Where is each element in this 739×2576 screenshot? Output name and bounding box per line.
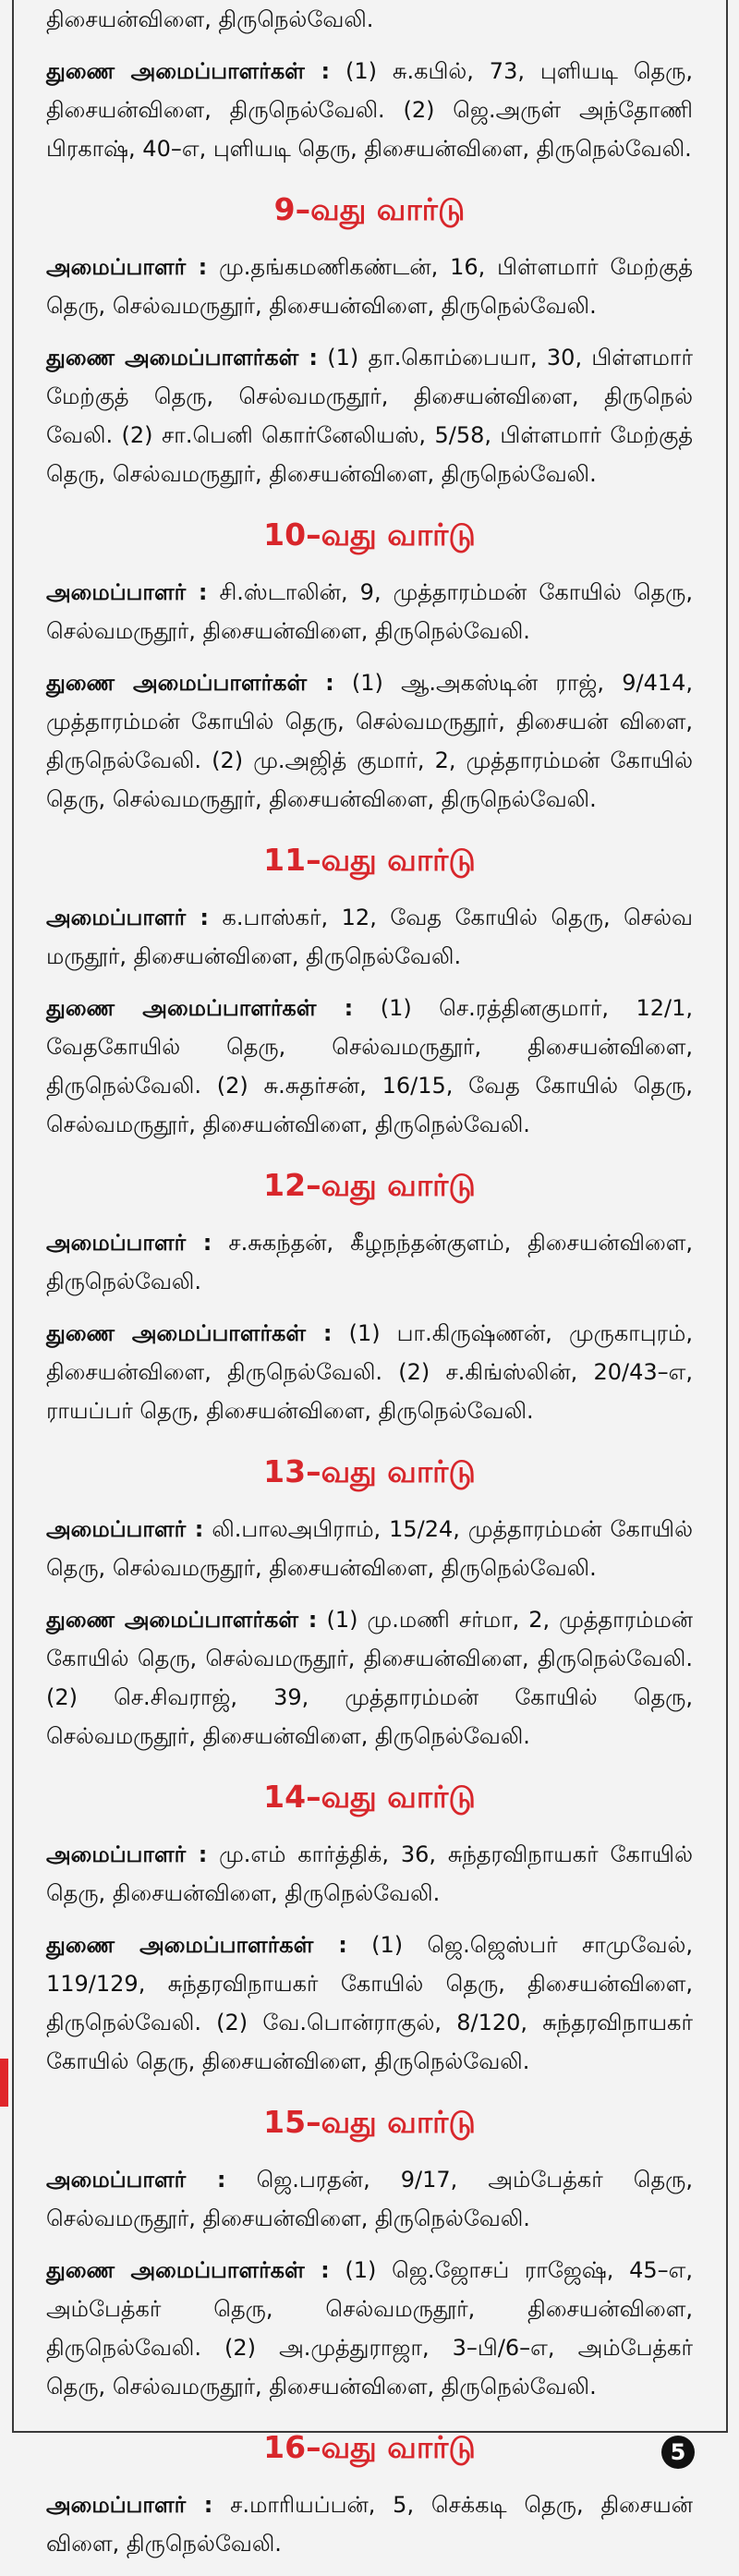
assistants-paragraph xyxy=(46,663,693,819)
assistants-label: துணை அமைப்பாளர்கள் : xyxy=(46,2257,330,2283)
organizer-paragraph xyxy=(46,573,693,650)
organizer-paragraph xyxy=(46,898,693,976)
assistants-label: துணை அமைப்பாளர்கள் : xyxy=(46,1607,318,1633)
assistants-label: துணை அமைப்பாளர்கள் : xyxy=(46,1932,347,1958)
organizer-label: அமைப்பாளர் : xyxy=(46,2492,213,2518)
ward-heading: 16–வது வார்டு xyxy=(263,2429,476,2465)
assistants-label: துணை அமைப்பாளர்கள் : xyxy=(46,345,318,371)
page-border-right xyxy=(726,0,728,2432)
assistants-paragraph xyxy=(46,1314,693,1430)
organizer-text: ச.மாரியப்பன், 5, செக்கடி தெரு, திசையன் விளை, திருநெல்வேலி. xyxy=(46,2492,693,2557)
assistants-text: (1) செ.ரத்தினகுமார், 12/1, வேதகோயில் தெரு, செல்வமருதூர், திசையன்விளை, திருநெல்வேலி. (2) சு.சுதர்சன், 16/15, வேத கோயில் தெரு, செல்வமருதூர், திசையன்விளை, திருநெல்வேலி. xyxy=(46,995,693,1137)
ward-heading: 10–வது வார்டு xyxy=(263,516,476,553)
assistants-text: (1) ஜெ.ஜெஸ்பர் சாமுவேல், 119/129, சுந்தரவிநாயகர் கோயில் தெரு, திசையன்விளை, திருநெல்வேலி. (2) வே.பொன்ராகுல், 8/120, சுந்தரவிநாயகர் கோயில் தெரு, திசையன்விளை, திருநெல்வேலி. xyxy=(46,1932,693,2074)
organizer-text: ஜெ.பரதன், 9/17, அம்பேத்கர் தெரு, செல்வமருதூர், திசையன்விளை, திருநெல்வேலி. xyxy=(46,2167,693,2231)
organizer-label: அமைப்பாளர் : xyxy=(46,2167,226,2193)
organizer-paragraph xyxy=(46,248,693,325)
organizer-text: லி.பாலஅபிராம், 15/24, முத்தாரம்மன் கோயில் தெரு, செல்வமருதூர், திசையன்விளை, திருநெல்வேலி. xyxy=(46,1516,693,1581)
organizer-paragraph xyxy=(46,2485,693,2563)
assistants-label: துணை அமைப்பாளர்கள் : xyxy=(46,58,331,84)
page-number-badge: 5 xyxy=(661,2436,695,2469)
organizer-text: ச.சுகந்தன், கீழநந்தன்குளம், திசையன்விளை, திருநெல்வேலி. xyxy=(46,1230,693,1294)
ward-heading: 15–வது வார்டு xyxy=(263,2104,476,2140)
assistants-paragraph xyxy=(46,2251,693,2406)
organizer-label: அமைப்பாளர் : xyxy=(46,1516,204,1542)
assistants-paragraph xyxy=(46,989,693,1144)
red-margin-tab xyxy=(0,2059,8,2107)
organizer-paragraph xyxy=(46,2160,693,2238)
organizer-paragraph xyxy=(46,1835,693,1913)
organizer-label: அமைப்பாளர் : xyxy=(46,905,209,930)
organizer-paragraph xyxy=(46,1223,693,1301)
organizer-label: அமைப்பாளர் : xyxy=(46,254,208,280)
assistants-label: துணை அமைப்பாளர்கள் : xyxy=(46,1320,333,1346)
assistants-text: (1) ஆ.அகஸ்டின் ராஜ், 9/414, முத்தாரம்மன் கோயில் தெரு, செல்வமருதூர், திசையன் விளை, திருநெல்வேலி. (2) மு.அஜித் குமார், 2, முத்தாரம்மன் கோயில் தெரு, செல்வமருதூர், திசையன்விளை, திருநெல்வேலி. xyxy=(46,670,693,812)
assistants-text: (1) தா.கொம்பையா, 30, பிள்ளமார் மேற்குத் தெரு, செல்வமருதூர், திசையன்விளை, திருநெல் வேலி. (2) சா.பெனி கொர்னேலியஸ், 5/58, பிள்ளமார் மேற்குத் தெரு, செல்வமருதூர், திசையன்விளை, திருநெல்வேலி. xyxy=(46,345,694,487)
organizer-label: அமைப்பாளர் : xyxy=(46,1230,212,1256)
assistants-paragraph xyxy=(46,1600,693,1756)
organizer-label: அமைப்பாளர் : xyxy=(46,1841,208,1867)
organizer-text: க.பாஸ்கர், 12, வேத கோயில் தெரு, செல்வ மருதூர், திசையன்விளை, திருநெல்வேலி. xyxy=(46,905,693,969)
assistants-label: துணை அமைப்பாளர்கள் : xyxy=(46,995,354,1021)
assistants-paragraph xyxy=(46,1926,693,2081)
organizer-text: மு.எம் கார்த்திக், 36, சுந்தரவிநாயகர் கோயில் தெரு, திசையன்விளை, திருநெல்வேலி. xyxy=(46,1841,693,1906)
assistants-text: (1) பா.கிருஷ்ணன், முருகாபுரம், திசையன்விளை, திருநெல்வேலி. (2) ச.கிங்ஸ்லின், 20/43–எ, ராயப்பர் தெரு, திசையன்விளை, திருநெல்வேலி. xyxy=(46,1320,693,1424)
assistants-text: (1) மு.மணி சர்மா, 2, முத்தாரம்மன் கோயில் தெரு, செல்வமருதூர், திசையன்விளை, திருநெல்வேலி. (2) செ.சிவராஜ், 39, முத்தாரம்மன் கோயில் தெரு, செல்வமருதூர், திசையன்விளை, திருநெல்வேலி. xyxy=(46,1607,694,1749)
organizer-text: சி.ஸ்டாலின், 9, முத்தாரம்மன் கோயில் தெரு, செல்வமருதூர், திசையன்விளை, திருநெல்வேலி. xyxy=(46,579,694,644)
ward-heading: 12–வது வார்டு xyxy=(263,1167,476,1203)
ward-heading: 9–வது வார்டு xyxy=(273,191,466,227)
article-column xyxy=(46,0,693,2576)
continuation-line: திசையன்விளை, திருநெல்வேலி. xyxy=(46,6,374,32)
assistants-label: துணை அமைப்பாளர்கள் : xyxy=(46,670,334,696)
organizer-paragraph xyxy=(46,1510,693,1587)
ward-heading: 11–வது வார்டு xyxy=(263,842,476,878)
assistants-text: (1) சு.கபில், 73, புளியடி தெரு, திசையன்விளை, திருநெல்வேலி. (2) ஜெ.அருள் அந்தோணி பிரகாஷ், 40–எ, புளியடி தெரு, திசையன்விளை, திருநெல்வேலி. xyxy=(46,58,694,162)
organizer-text: மு.தங்கமணிகண்டன், 16, பிள்ளமார் மேற்குத் தெரு, செல்வமருதூர், திசையன்விளை, திருநெல்வேலி. xyxy=(46,254,693,319)
ward-heading: 13–வது வார்டு xyxy=(263,1453,476,1489)
page-border-left xyxy=(12,0,14,2432)
assistants-paragraph xyxy=(46,52,693,168)
assistants-paragraph xyxy=(46,338,693,493)
assistants-text: (1) ஜெ.ஜோசப் ராஜேஷ், 45–எ, அம்பேத்கர் தெரு, செல்வமருதூர், திசையன்விளை, திருநெல்வேலி. (2) அ.முத்துராஜா, 3–பி/6–எ, அம்பேத்கர் தெரு, செல்வமருதூர், திசையன்விளை, திருநெல்வேலி. xyxy=(46,2257,693,2400)
organizer-label: அமைப்பாளர் : xyxy=(46,579,208,605)
ward-heading: 14–வது வார்டு xyxy=(263,1779,476,1815)
